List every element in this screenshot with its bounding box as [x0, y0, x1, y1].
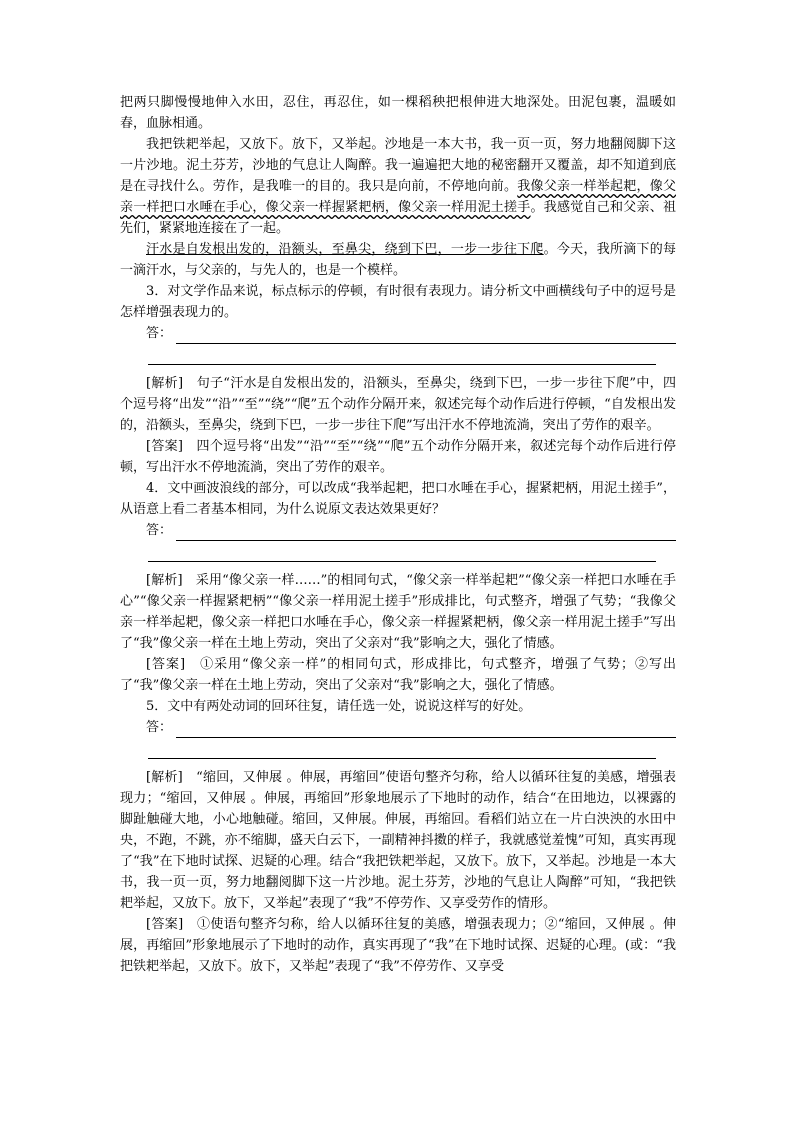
analysis-3 — [120, 373, 676, 436]
answer-text: ①采用“像父亲一样”的相同句式，形成排比，句式整齐，增强了气势；②写出了“我”像父亲一样在土地上劳动，突出了父亲对“我”影响之大，强化了情感。 — [120, 657, 676, 693]
analysis-text: 采用“像父亲一样……”的相同句式，“像父亲一样举起耙”“像父亲一样把口水唾在手心”“像父亲一样握紧耙柄”“像父亲一样用泥土搓手”形成排比，句式整齐，增强了气势；“我像父亲一样举起耙，像父亲一样把口水唾在手心，像父亲一样握紧耙柄，像父亲一样用泥土搓手”写出了“我”像父亲一样在土地上劳动，突出了父亲对“我”影响之大，强化了情感。 — [120, 573, 676, 651]
passage-paragraph-3 — [120, 239, 676, 281]
answer-blank-2[interactable] — [148, 738, 656, 759]
answer-text: 四个逗号将“出发”“沿”“至”“绕”“爬”五个动作分隔开来，叙述完每个动作后进行停顿，写出汗水不停地流淌，突出了劳作的艰辛。 — [120, 439, 676, 475]
answer-text: ①使语句整齐匀称，给人以循环往复的美感，增强表现力；②“缩回，又伸展 。伸展，再缩回”形象地展示了下地时的动作，真实再现了“我”在下地时试探、迟疑的心理。(或：“我把铁耙举起，又放下。放下，又举起”表现了“我”不停劳作、又享受 — [120, 917, 676, 974]
answer-blank-2[interactable] — [148, 541, 656, 562]
analysis-tag: [解析] — [146, 573, 183, 588]
answer-tag: [答案] — [146, 439, 183, 454]
analysis-5 — [120, 767, 676, 914]
passage-paragraph-2 — [120, 134, 676, 239]
answer-line-5 — [120, 717, 676, 738]
document-page — [120, 92, 676, 977]
answer-blank[interactable] — [176, 526, 676, 541]
passage-paragraph-1: 把两只脚慢慢地伸入水田，忍住，再忍住，如一棵稻秧把根伸进大地深处。田泥包裹，温暖如春，血脉相通。 — [120, 95, 676, 131]
answer-tag: [答案] — [146, 917, 184, 932]
question-5: 5．文中有两处动词的回环往复，请任选一处，说说这样写的好处。 — [146, 699, 532, 714]
answer-blank-2[interactable] — [148, 344, 656, 365]
answer-blank[interactable] — [176, 723, 676, 738]
analysis-text: 句子“汗水是自发根出发的，沿额头，至鼻尖，绕到下巴，一步一步往下爬”中，四个逗号将“出发”“沿”“至”“绕”“爬”五个动作分隔开来，叙述完每个动作后进行停顿，“自发根出发的，沿额头，至鼻尖，绕到下巴，一步一步往下爬”写出汗水不停地流淌，突出了劳作的艰辛。 — [120, 376, 676, 433]
answer-line-4 — [120, 520, 676, 541]
answer-key-3 — [120, 436, 676, 478]
question-4: 4．文中画波浪线的部分，可以改成“我举起耙，把口水唾在手心，握紧耙柄，用泥土搓手”，从语意上看二者基本相同，为什么说原文表达效果更好？ — [120, 481, 676, 517]
underlined-sentence: 汗水是自发根出发的，沿额头，至鼻尖，绕到下巴，一步一步往下爬 — [146, 242, 544, 257]
analysis-4 — [120, 570, 676, 654]
analysis-tag: [解析] — [146, 376, 184, 391]
analysis-tag: [解析] — [146, 770, 183, 785]
answer-prompt: 答： — [146, 326, 173, 341]
answer-key-4 — [120, 654, 676, 696]
analysis-text: “缩回，又伸展 。伸展，再缩回”使语句整齐匀称，给人以循环往复的美感，增强表现力；“缩回，又伸展 。伸展，再缩回”形象地展示了下地时的动作，结合“在田地边，以裸露的脚趾触碰大地，小心地触碰。缩回，又伸展。伸展，再缩回。看稻们站立在一片白泱泱的水田中央，不跑，不跳，亦不缩脚，盛天白云下，一副精神抖擞的样子，我就感觉羞愧”可知，真实再现了“我”在下地时试探、迟疑的心理。结合“我把铁耙举起，又放下。放下，又举起。沙地是一本大书，我一页一页，努力地翻阅脚下这一片沙地。泥土芬芳，沙地的气息让人陶醉”可知，“我把铁耙举起，又放下。放下，又举起”表现了“我”不停劳作、又享受劳作的情形。 — [120, 770, 676, 911]
passage-text: 我把铁耙举起，又放下。放下，又举起。沙地是一本大书，我一页一页，努力地翻阅脚下这一片沙地。泥土芬芳，沙地的气息让人陶醉。我一遍遍把大地的秘密翻开又覆盖，却不知道到底是在寻找什么。劳作，是我唯一的目的。我只是向前，不停地向前。 — [120, 137, 676, 194]
answer-prompt: 答： — [146, 720, 173, 735]
passage-text: 。今天，我所滴下的每一滴汗水，与父亲的，与先人的，也是一个模样。 — [120, 242, 676, 278]
passage-text: 。我感觉自己和父亲、祖先们，紧紧地连接在了一起。 — [120, 200, 676, 236]
answer-line-3 — [120, 323, 676, 344]
answer-tag: [答案] — [146, 657, 186, 672]
wavy-underlined-sentence: 我像父亲一样举起耙，像父亲一样把口水唾在手心，像父亲一样握紧耙柄，像父亲一样用泥土搓手 — [120, 179, 676, 215]
answer-key-5 — [120, 914, 676, 977]
answer-blank[interactable] — [176, 329, 676, 344]
answer-prompt: 答： — [146, 523, 173, 538]
question-3: 3．对文学作品来说，标点标示的停顿，有时很有表现力。请分析文中画横线句子中的逗号是怎样增强表现力的。 — [120, 284, 676, 320]
